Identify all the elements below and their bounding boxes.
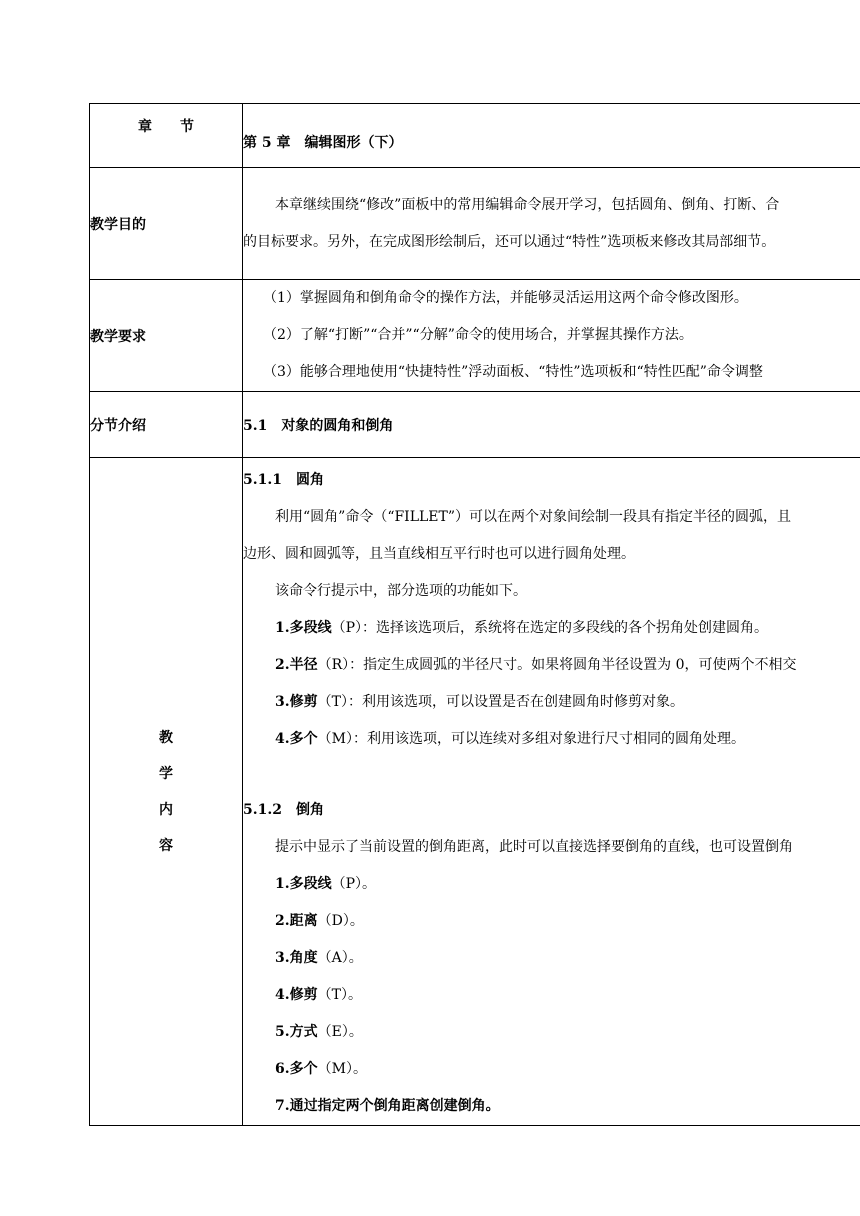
section-label: 分节介绍 <box>90 392 243 458</box>
chamfer-item <box>243 903 860 940</box>
content-label-char-3: 内 <box>159 801 173 818</box>
chamfer-heading: 5.1.2 倒角 <box>243 802 324 818</box>
chamfer-item-label: 5.方式 <box>275 1024 318 1040</box>
fillet-item <box>243 610 860 647</box>
chamfer-item-label: 7.通过指定两个倒角距离创建倒角。 <box>275 1098 500 1114</box>
chamfer-item <box>243 1088 860 1125</box>
section-cell <box>243 392 860 458</box>
content-cell <box>243 458 860 1126</box>
objective-line-2: 的目标要求。另外，在完成图形绘制后，还可以通过“特性”选项板来修改其局部细节。 <box>243 233 776 250</box>
fillet-heading: 5.1.1 圆角 <box>243 472 324 488</box>
chamfer-item-label: 6.多个 <box>275 1061 318 1077</box>
chapter-row <box>90 104 860 168</box>
fillet-item <box>243 647 860 684</box>
chamfer-item-label: 2.距离 <box>275 913 318 929</box>
chamfer-item-label: 4.修剪 <box>275 987 318 1003</box>
fillet-item <box>243 721 860 758</box>
chamfer-item-text: （T）。 <box>317 987 362 1003</box>
chamfer-item-label: 1.多段线 <box>275 876 332 892</box>
fillet-item-text: （P）：选择该选项后，系统将在选定的多段线的各个拐角处创建圆角。 <box>331 620 769 636</box>
fillet-paragraph-3: 该命令行提示中，部分选项的功能如下。 <box>275 583 527 599</box>
chamfer-item-text: （A）。 <box>317 950 363 966</box>
chamfer-item <box>243 1051 860 1088</box>
chamfer-paragraph: 提示中显示了当前设置的倒角距离，此时可以直接选择要倒角的直线，也可设置倒角 <box>275 839 793 855</box>
fillet-item <box>243 684 860 721</box>
paragraph-spacer <box>243 758 860 792</box>
content-label-char-1: 教 <box>159 729 173 746</box>
chamfer-item-text: （M）。 <box>317 1061 367 1077</box>
fillet-item-text: （M）：利用该选项，可以连续对多组对象进行尺寸相同的圆角处理。 <box>317 731 745 747</box>
section-row <box>90 392 860 458</box>
content-label-char-2: 学 <box>159 765 173 782</box>
chamfer-item <box>243 977 860 1014</box>
content-label-char-4: 容 <box>159 837 173 854</box>
chapter-title: 第 5 章 编辑图形（下） <box>243 134 403 151</box>
requirement-line-1: （1）掌握圆角和倒角命令的操作方法，并能够灵活运用这两个命令修改图形。 <box>263 290 748 306</box>
objective-row <box>90 168 860 280</box>
fillet-item-text: （R）：指定生成圆弧的半径尺寸。如果将圆角半径设置为 0，可使两个不相交 <box>317 657 797 673</box>
chamfer-item-text: （D）。 <box>317 913 364 929</box>
content-label <box>90 458 243 1126</box>
chamfer-item-text: （E）。 <box>317 1024 363 1040</box>
requirements-row <box>90 280 860 392</box>
objective-line-1: 本章继续围绕“修改”面板中的常用编辑命令展开学习，包括圆角、倒角、打断、合 <box>275 196 780 213</box>
requirement-line-2: （2）了解“打断”“合并”“分解”命令的使用场合，并掌握其操作方法。 <box>263 327 693 343</box>
fillet-item-label: 4.多个 <box>275 731 318 747</box>
chamfer-item-text: （P）。 <box>331 876 377 892</box>
content-row <box>90 458 860 1126</box>
objective-cell <box>243 168 860 280</box>
section-title: 5.1 对象的圆角和倒角 <box>243 417 394 434</box>
chamfer-item-label: 3.角度 <box>275 950 318 966</box>
chamfer-item <box>243 866 860 903</box>
chapter-label: 章 节 <box>138 118 194 135</box>
fillet-item-label: 3.修剪 <box>275 694 318 710</box>
objective-label: 教学目的 <box>90 168 243 280</box>
fillet-item-text: （T）：利用该选项，可以设置是否在创建圆角时修剪对象。 <box>317 694 684 710</box>
requirements-label: 教学要求 <box>90 280 243 392</box>
fillet-paragraph-2: 边形、圆和圆弧等，且当直线相互平行时也可以进行圆角处理。 <box>243 546 635 562</box>
fillet-item-label: 2.半径 <box>275 657 318 673</box>
fillet-paragraph-1: 利用“圆角”命令（“FILLET”）可以在两个对象间绘制一段具有指定半径的圆弧，且 <box>275 509 792 525</box>
lesson-plan-table <box>89 103 860 1126</box>
chamfer-item <box>243 940 860 977</box>
chamfer-item <box>243 1014 860 1051</box>
fillet-item-label: 1.多段线 <box>275 620 332 636</box>
chapter-label-cell <box>90 104 243 168</box>
requirements-cell <box>243 280 860 392</box>
chapter-value-cell <box>243 104 860 168</box>
requirement-line-3: （3）能够合理地使用“快捷特性”浮动面板、“特性”选项板和“特性匹配”命令调整 <box>263 364 763 380</box>
